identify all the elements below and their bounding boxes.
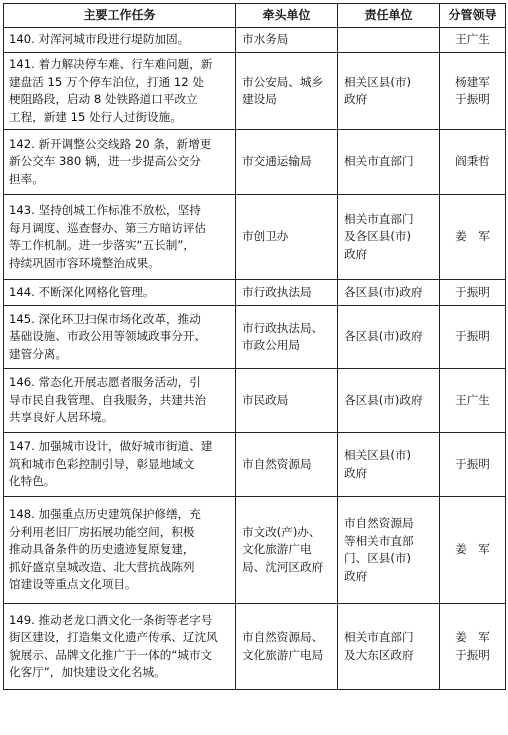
- lead-unit-cell: 市自然资源局、 文化旅游广电局: [236, 604, 338, 690]
- task-cell: 140. 对浑河城市段进行堤防加固。: [4, 28, 236, 53]
- lead-unit-cell: 市交通运输局: [236, 130, 338, 195]
- leader-cell: 于振明: [440, 280, 506, 306]
- table-row: [4, 280, 506, 306]
- lead-unit-cell: 市民政局: [236, 369, 338, 433]
- responsible-unit-cell: 相关区县(市) 政府: [338, 433, 440, 497]
- leader-cell: 姜 军: [440, 195, 506, 280]
- header-responsible-unit: 责任单位: [338, 4, 440, 28]
- table-row: [4, 53, 506, 130]
- table-row: [4, 28, 506, 53]
- responsible-unit-cell: 市自然资源局 等相关市直部 门、区县(市) 政府: [338, 497, 440, 604]
- task-cell: 141. 着力解决停车难、行车难问题，新 建盘活 15 万个停车泊位，打通 12 处 梗阻路段，启动 8 处铁路道口平改立 工程，新建 15 处行人过街设施。: [4, 53, 236, 130]
- responsible-unit-cell: 相关区县(市) 政府: [338, 53, 440, 130]
- leader-cell: 王广生: [440, 369, 506, 433]
- responsible-unit-cell: 各区县(市)政府: [338, 280, 440, 306]
- table-row: [4, 604, 506, 690]
- leader-cell: 杨建军 于振明: [440, 53, 506, 130]
- task-cell: 143. 坚持创城工作标准不放松，坚持 每月调度、巡查督办、第三方暗访评估 等工作机制。进一步落实“五长制”， 持续巩固市容环境整治成果。: [4, 195, 236, 280]
- header-leader: 分管领导: [440, 4, 506, 28]
- leader-cell: 姜 军: [440, 497, 506, 604]
- responsible-unit-cell: 各区县(市)政府: [338, 306, 440, 369]
- lead-unit-cell: 市水务局: [236, 28, 338, 53]
- task-cell: 146. 常态化开展志愿者服务活动，引 导市民自我管理、自我服务，共建共治 共享良好人居环境。: [4, 369, 236, 433]
- table-row: [4, 306, 506, 369]
- task-table: [3, 3, 506, 690]
- task-table-container: [3, 3, 505, 690]
- lead-unit-cell: 市创卫办: [236, 195, 338, 280]
- lead-unit-cell: 市文改(产)办、 文化旅游广电 局、沈河区政府: [236, 497, 338, 604]
- table-row: [4, 497, 506, 604]
- task-cell: 147. 加强城市设计，做好城市街道、建 筑和城市色彩控制引导，彰显地域文 化特色。: [4, 433, 236, 497]
- leader-cell: 王广生: [440, 28, 506, 53]
- leader-cell: 阎秉哲: [440, 130, 506, 195]
- responsible-unit-cell: 相关市直部门: [338, 130, 440, 195]
- header-task: 主要工作任务: [4, 4, 236, 28]
- lead-unit-cell: 市公安局、城乡 建设局: [236, 53, 338, 130]
- table-row: [4, 369, 506, 433]
- table-row: [4, 433, 506, 497]
- responsible-unit-cell: 相关市直部门 及大东区政府: [338, 604, 440, 690]
- table-row: [4, 130, 506, 195]
- lead-unit-cell: 市行政执法局、 市政公用局: [236, 306, 338, 369]
- lead-unit-cell: 市行政执法局: [236, 280, 338, 306]
- lead-unit-cell: 市自然资源局: [236, 433, 338, 497]
- leader-cell: 于振明: [440, 433, 506, 497]
- task-cell: 148. 加强重点历史建筑保护修缮，充 分利用老旧厂房拓展功能空间，积极 推动具备条件的历史遗迹复原复建， 抓好盛京皇城改造、北大营抗战陈列 馆建设等重点文化项目。: [4, 497, 236, 604]
- leader-cell: 于振明: [440, 306, 506, 369]
- responsible-unit-cell: 各区县(市)政府: [338, 369, 440, 433]
- leader-cell: 姜 军 于振明: [440, 604, 506, 690]
- table-header-row: [4, 4, 506, 28]
- task-cell: 144. 不断深化网格化管理。: [4, 280, 236, 306]
- task-cell: 145. 深化环卫扫保市场化改革，推动 基础设施、市政公用等领域政事分开、 建管分离。: [4, 306, 236, 369]
- responsible-unit-cell: 相关市直部门 及各区县(市) 政府: [338, 195, 440, 280]
- header-lead-unit: 牵头单位: [236, 4, 338, 28]
- task-cell: 149. 推动老龙口酒文化一条街等老字号 街区建设，打造集文化遗产传承、辽沈风 貌展示、品牌文化推广于一体的“城市文 化客厅”，加快建设文化名城。: [4, 604, 236, 690]
- table-row: [4, 195, 506, 280]
- task-cell: 142. 新开调整公交线路 20 条，新增更 新公交车 380 辆，进一步提高公交分 担率。: [4, 130, 236, 195]
- responsible-unit-cell: [338, 28, 440, 53]
